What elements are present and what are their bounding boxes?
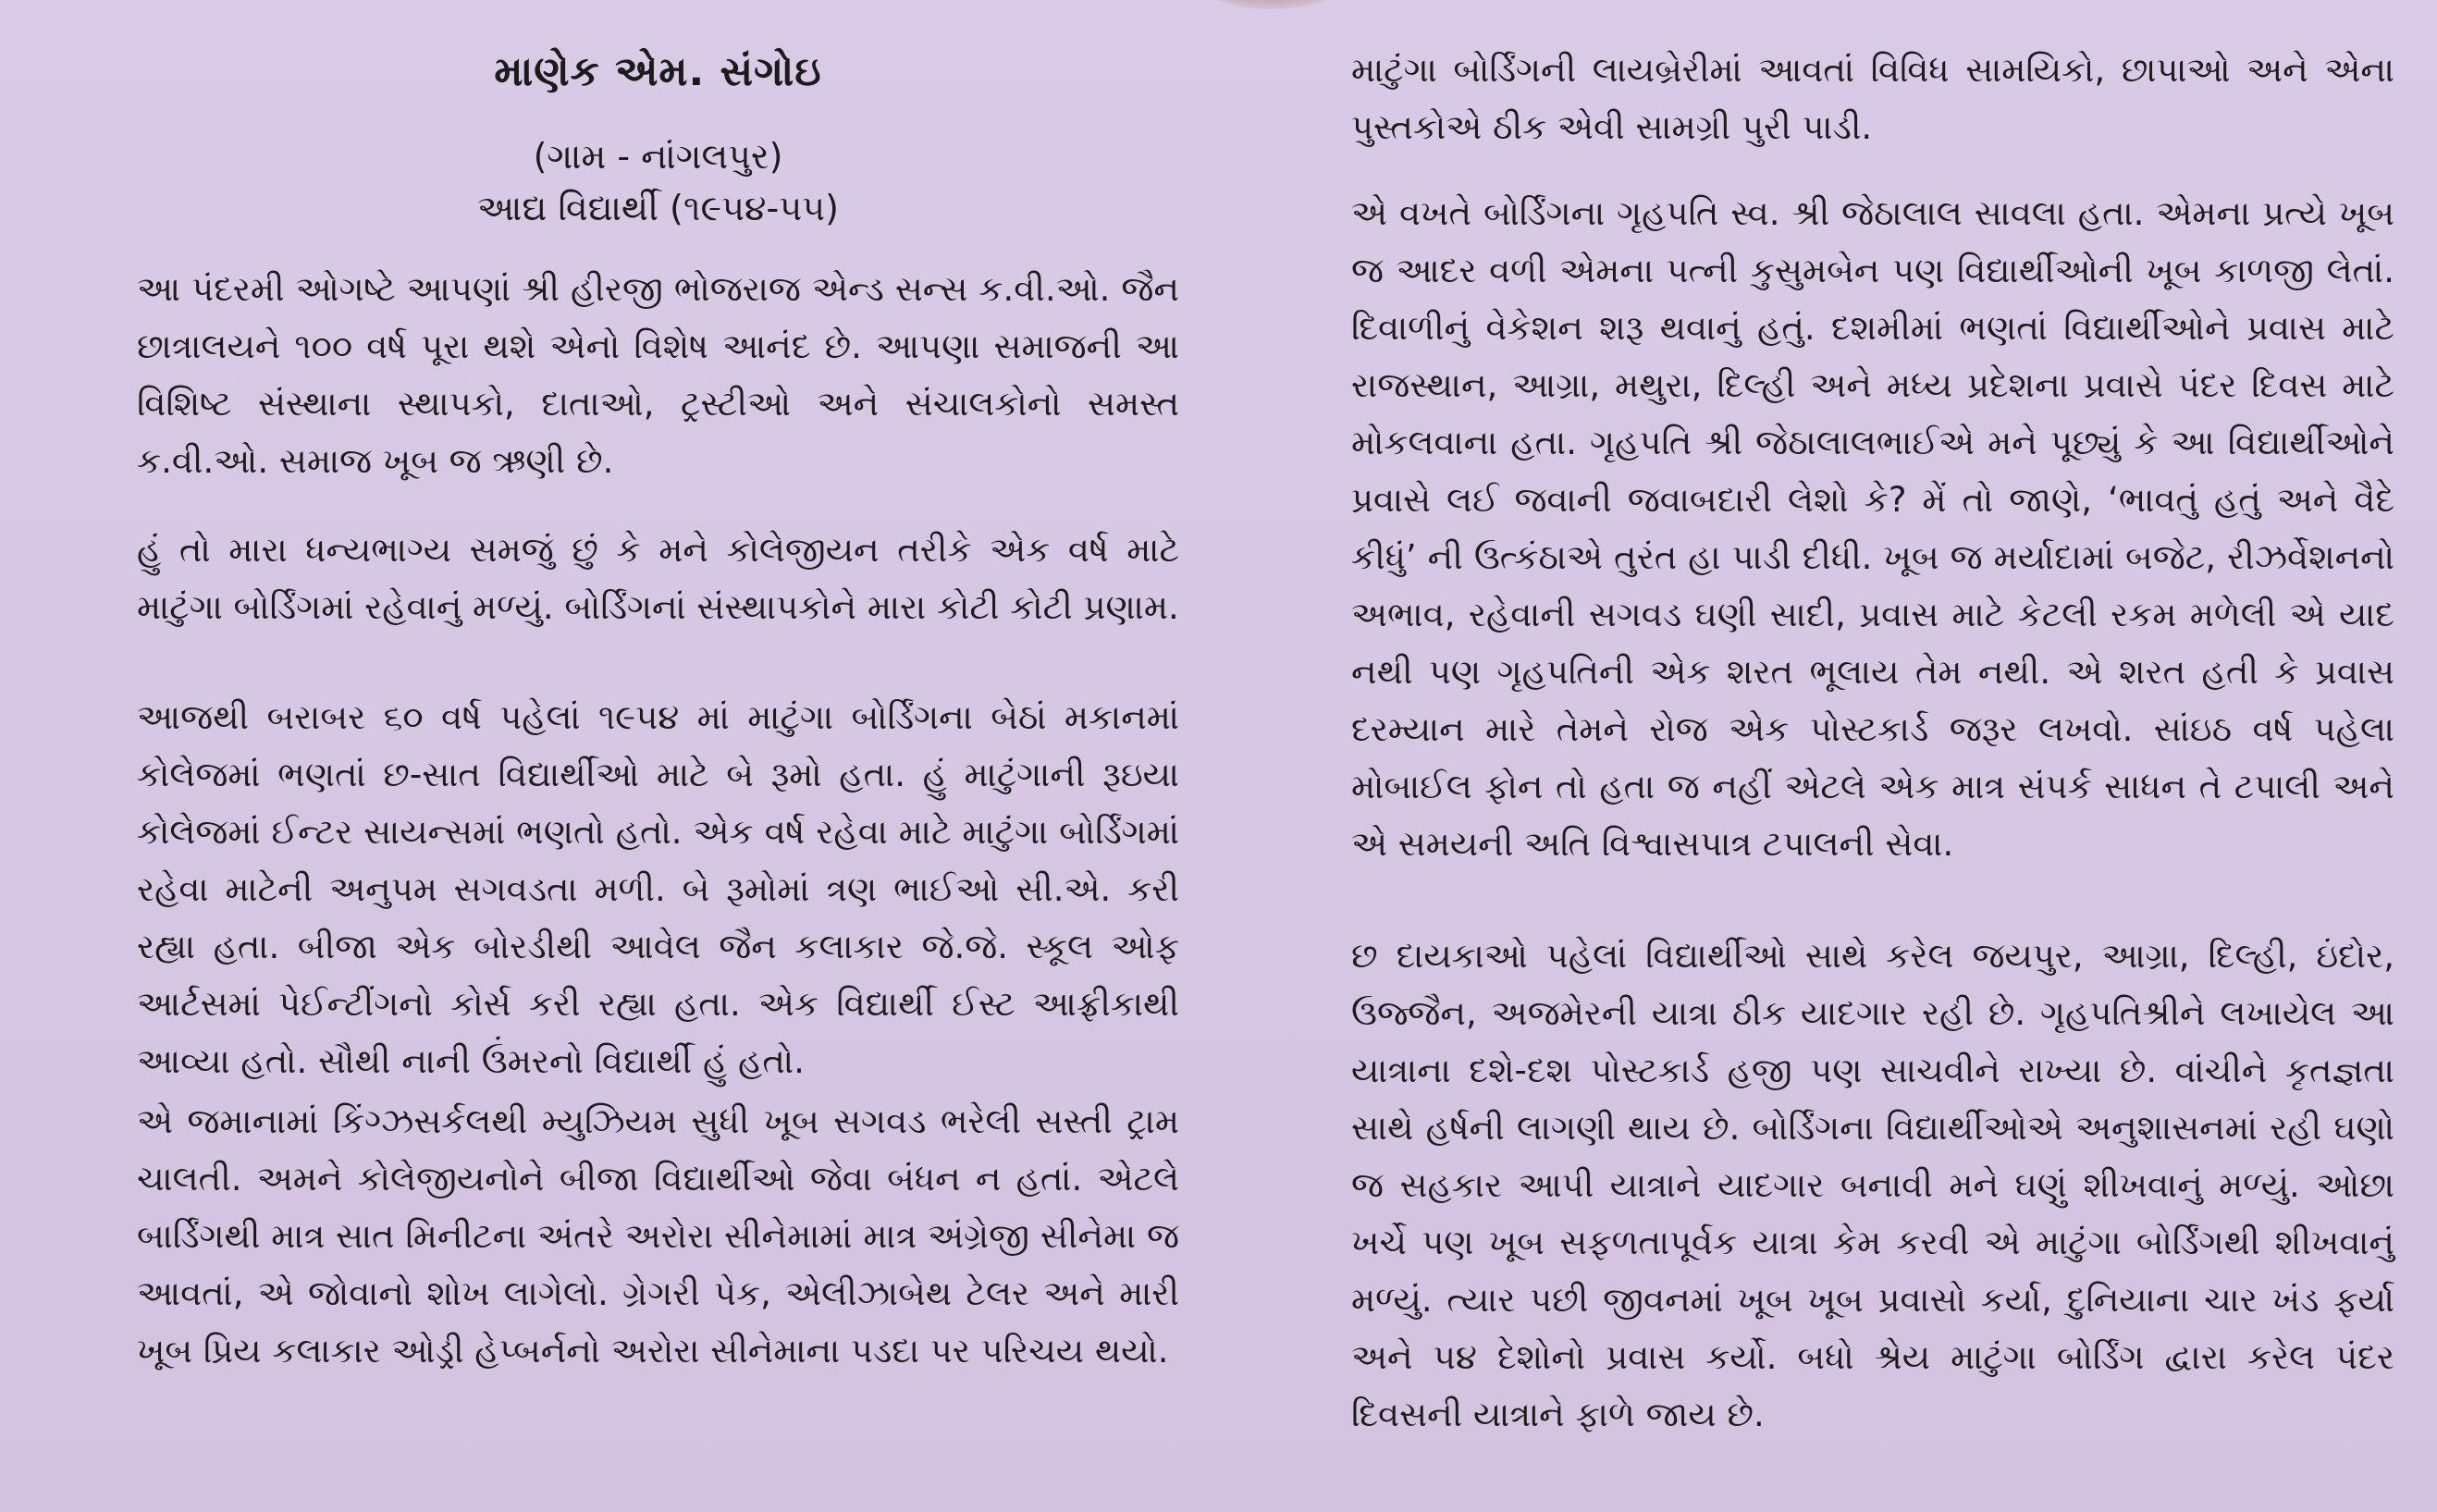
decorative-blob	[1193, 0, 1350, 9]
author-student-line: આદ્ય વિદ્યાર્થી (૧૯૫૪-૫૫)	[477, 188, 839, 228]
paragraph: એ વખતે બોર્ડિંગના ગૃહપતિ સ્વ. શ્રી જેઠાલાલ સાવલા હતા. એમના પ્રત્યે ખૂબ જ આદર વળી એમના પત્ની કુસુમબેન પણ વિદ્યાર્થીઓની ખૂબ કાળજી લેતાં. દિવાળીનું વેકેશન શરૂ થવાનું હતું. દશમીમાં ભણતાં વિદ્યાર્થીઓને પ્રવાસ માટે રાજસ્થાન, આગ્રા, મથુરા, દિલ્હી અને મધ્ય પ્રદેશના પ્રવાસે પંદર દિવસ માટે મોકલવાના હતા. ગૃહપતિ શ્રી જેઠાલાલભાઈએ મને પૂછ્યું કે આ વિદ્યાર્થીઓને પ્રવાસે લઈ જવાની જવાબદારી લેશો કે? મેં તો જાણે, ‘ભાવતું હતું અને વૈદે કીધું’ ની ઉત્કંઠાએ તુરંત હા પાડી દીધી. ખૂબ જ મર્યાદામાં બજેટ, રીઝર્વેશનનો અભાવ, રહેવાની સગવડ ઘણી સાદી, પ્રવાસ માટે કેટલી રકમ મળેલી એ યાદ નથી પણ ગૃહપતિની એક શરત ભૂલાય તેમ નથી. એ શરત હતી કે પ્રવાસ દરમ્યાન મારે તેમને રોજ એક પોસ્ટકાર્ડ જરૂર લખવો. સાંઇઠ વર્ષ પહેલા મોબાઈલ ફોન તો હતા જ નહીં એટલે એક માત્ર સંપર્ક સાધન તે ટપાલી અને એ સમયની અતિ વિશ્વાસપાત્ર ટપાલની સેવા.	[1351, 193, 2394, 864]
author-village: (ગામ - નાંગલપુર)	[533, 136, 783, 177]
paragraph: આજથી બરાબર ૬૦ વર્ષ પહેલાં ૧૯૫૪ માં માટુંગા બોર્ડિંગના બેઠાં મકાનમાં કોલેજમાં ભણતાં છ-સાત વિદ્યાર્થીઓ માટે બે રૂમો હતા. હું માટુંગાની રૂઇયા કોલેજમાં ઈન્ટર સાયન્સમાં ભણતો હતો. એક વર્ષ રહેવા માટે માટુંગા બોર્ડિંગમાં રહેવા માટેની અનુપમ સગવડતા મળી. બે રૂમોમાં ત્રણ ભાઈઓ સી.એ. કરી રહ્યા હતા. બીજા એક બોરડીથી આવેલ જૈન કલાકાર જે.જે. સ્કૂલ ઓફ આર્ટસમાં પેઈન્ટીંગનો કોર્સ કરી રહ્યા હતા. એક વિદ્યાર્થી ઈસ્ટ આફ્રીકાથી આવ્યા હતો. સૌથી નાની ઉંમરનો વિદ્યાર્થી હું હતો.	[137, 697, 1179, 1081]
paragraph: હું તો મારા ધન્યભાગ્ય સમજું છું કે મને કોલેજીયન તરીકે એક વર્ષ માટે માટુંગા બોર્ડિંગમાં રહેવાનું મળ્યું. બોર્ડિંગનાં સંસ્થાપકોને મારા કોટી કોટી પ્રણામ.	[137, 530, 1179, 627]
paragraph: એ જમાનામાં કિંગ્ઝસર્કલથી મ્યુઝિયમ સુધી ખૂબ સગવડ ભરેલી સસ્તી ટ્રામ ચાલતી. અમને કોલેજીયનોને બીજા વિદ્યાર્થીઓ જેવા બંધન ન હતાં. એટલે બાર્ડિંગથી માત્ર સાત મિનીટના અંતરે અરોરા સીનેમામાં માત્ર અંગ્રેજી સીનેમા જ આવતાં, એ જોવાનો શોખ લાગેલો. ગ્રેગરી પેક, એલીઝાબેથ ટેલર અને મારી ખૂબ પ્રિય કલાકાર ઓડ્રી હેપ્બર્નનો અરોરા સીનેમાના પડદા પર પરિચય થયો.	[137, 1101, 1179, 1371]
paragraph: છ દાયકાઓ પહેલાં વિદ્યાર્થીઓ સાથે કરેલ જયપુર, આગ્રા, દિલ્હી, ઇંદોર, ઉજ્જૈન, અજમેરની યાત્રા ઠીક યાદગાર રહી છે. ગૃહપતિશ્રીને લખાયેલ આ યાત્રાના દશે-દશ પોસ્ટકાર્ડ હજી પણ સાચવીને રાખ્યા છે. વાંચીને કૃતજ્ઞતા સાથે હર્ષની લાગણી થાય છે. બોર્ડિંગના વિદ્યાર્થીઓએ અનુશાસનમાં રહી ઘણો જ સહકાર આપી યાત્રાને યાદગાર બનાવી મને ઘણું શીખવાનું મળ્યું. ઓછા ખર્ચે પણ ખૂબ સફળતાપૂર્વક યાત્રા કેમ કરવી એ માટુંગા બોર્ડિંગથી શીખવાનું મળ્યું. ત્યાર પછી જીવનમાં ખૂબ ખૂબ પ્રવાસો કર્યા, દુનિયાના ચાર ખંડ ફર્યા અને ૫૪ દેશોનો પ્રવાસ કર્યો. બધો શ્રેય માટુંગા બોર્ડિંગ દ્વારા કરેલ પંદર દિવસની યાત્રાને ફાળે જાય છે.	[1351, 936, 2394, 1434]
author-name: માણેક એમ. સંગોઇ	[494, 48, 822, 95]
paragraph: માટુંગા બોર્ડિંગની લાયબ્રેરીમાં આવતાં વિવિધ સામયિકો, છાપાઓ અને એના પુસ્તકોએ ઠીક એવી સામગ્રી પુરી પાડી.	[1351, 50, 2394, 147]
paragraph: આ પંદરમી ઓગષ્ટે આપણાં શ્રી હીરજી ભોજરાજ એન્ડ સન્સ ક.વી.ઓ. જૈન છાત્રાલયને ૧૦૦ વર્ષ પૂરા થશે એનો વિશેષ આનંદ છે. આપણા સમાજની આ વિશિષ્ટ સંસ્થાના સ્થાપકો, દાતાઓ, ટ્રસ્ટીઓ અને સંચાલકોનો સમસ્ત ક.વી.ઓ. સમાજ ખૂબ જ ઋણી છે.	[137, 269, 1179, 481]
